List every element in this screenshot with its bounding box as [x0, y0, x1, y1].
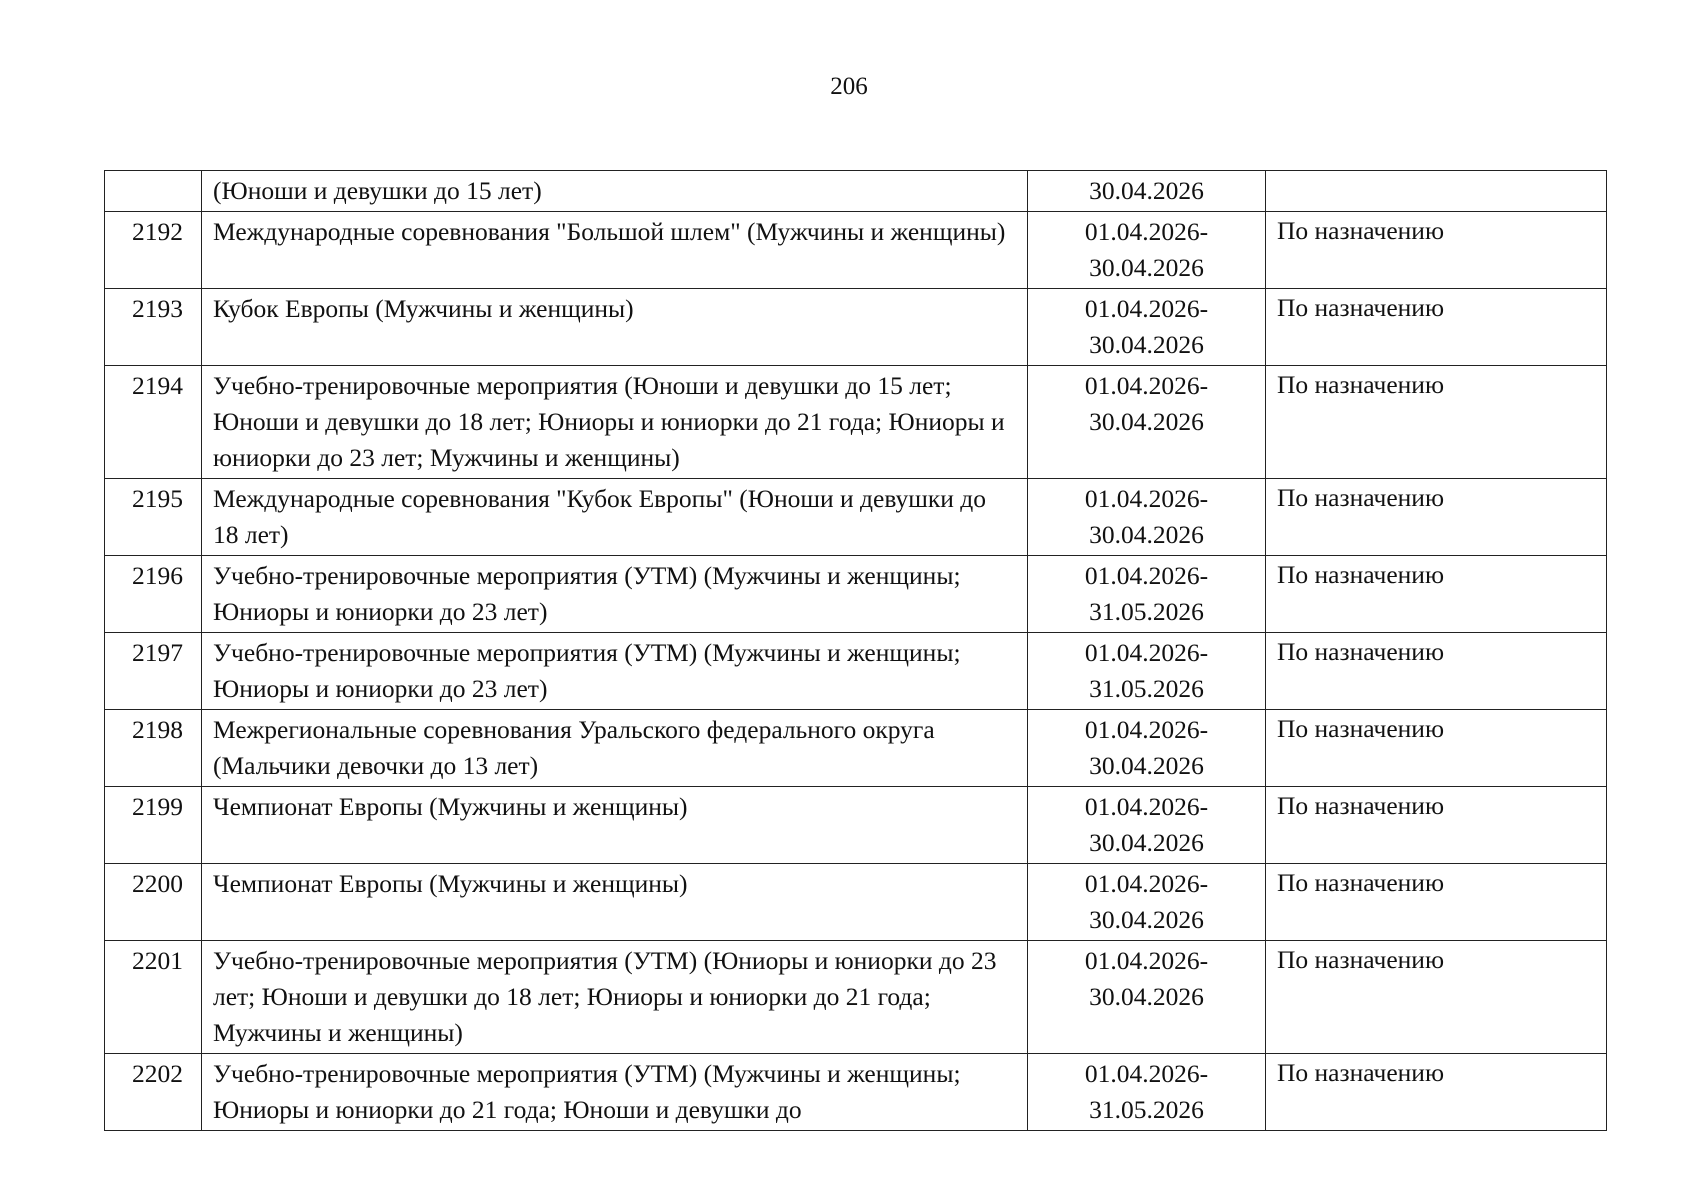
- event-number: 2198: [105, 710, 202, 787]
- event-number: 2201: [105, 941, 202, 1054]
- event-dates: [1028, 941, 1266, 1054]
- event-name: (Юноши и девушки до 15 лет): [202, 171, 1028, 212]
- event-number: 2199: [105, 787, 202, 864]
- table-row: [105, 171, 1607, 212]
- event-place: По назначению: [1266, 941, 1607, 1054]
- event-place: [1266, 171, 1607, 212]
- event-name: Чемпионат Европы (Мужчины и женщины): [202, 787, 1028, 864]
- date-to: 31.05.2026: [1089, 597, 1204, 626]
- event-dates: [1028, 787, 1266, 864]
- event-place: По назначению: [1266, 1054, 1607, 1131]
- event-dates: [1028, 171, 1266, 212]
- date-from: 01.04.2026-: [1084, 946, 1209, 975]
- date-to: 30.04.2026: [1089, 828, 1204, 857]
- events-table: [104, 170, 1607, 1131]
- event-place: По назначению: [1266, 479, 1607, 556]
- event-name: Учебно-тренировочные мероприятия (УТМ) (Мужчины и женщины; Юниоры и юниорки до 23 лет): [202, 633, 1028, 710]
- table-row: [105, 864, 1607, 941]
- date-from: 01.04.2026-: [1084, 484, 1209, 513]
- event-name: Учебно-тренировочные мероприятия (Юноши и девушки до 15 лет; Юноши и девушки до 18 лет; Юниоры и юниорки до 21 года; Юниоры и юниорки до 23 лет; Мужчины и женщины): [202, 366, 1028, 479]
- event-place: По назначению: [1266, 787, 1607, 864]
- event-number: [105, 171, 202, 212]
- date-to: 30.04.2026: [1089, 905, 1204, 934]
- event-number: 2202: [105, 1054, 202, 1131]
- date-to: 30.04.2026: [1089, 520, 1204, 549]
- event-dates: [1028, 633, 1266, 710]
- event-dates: [1028, 479, 1266, 556]
- event-place: По назначению: [1266, 289, 1607, 366]
- date-from: 01.04.2026-: [1084, 294, 1209, 323]
- event-dates: [1028, 710, 1266, 787]
- table-row: [105, 212, 1607, 289]
- table-row: [105, 289, 1607, 366]
- event-number: 2196: [105, 556, 202, 633]
- date-to: 31.05.2026: [1089, 674, 1204, 703]
- date-to: 30.04.2026: [1089, 751, 1204, 780]
- event-dates: [1028, 864, 1266, 941]
- event-name: Учебно-тренировочные мероприятия (УТМ) (Мужчины и женщины; Юниоры и юниорки до 21 года; Юноши и девушки до: [202, 1054, 1028, 1131]
- event-place: По назначению: [1266, 864, 1607, 941]
- date-from: 01.04.2026-: [1084, 561, 1209, 590]
- table-row: [105, 366, 1607, 479]
- event-dates: [1028, 289, 1266, 366]
- event-name: Учебно-тренировочные мероприятия (УТМ) (Юниоры и юниорки до 23 лет; Юноши и девушки до 18 лет; Юниоры и юниорки до 21 года; Мужчины и женщины): [202, 941, 1028, 1054]
- date-from: 01.04.2026-: [1084, 715, 1209, 744]
- date-from: 01.04.2026-: [1084, 792, 1209, 821]
- event-name: Кубок Европы (Мужчины и женщины): [202, 289, 1028, 366]
- date-to: 30.04.2026: [1089, 176, 1204, 205]
- date-from: 01.04.2026-: [1084, 1059, 1209, 1088]
- event-number: 2197: [105, 633, 202, 710]
- table-row: [105, 479, 1607, 556]
- event-name: Межрегиональные соревнования Уральского федерального округа (Мальчики девочки до 13 лет): [202, 710, 1028, 787]
- table-row: [105, 787, 1607, 864]
- event-dates: [1028, 1054, 1266, 1131]
- event-name: Чемпионат Европы (Мужчины и женщины): [202, 864, 1028, 941]
- event-place: По назначению: [1266, 710, 1607, 787]
- event-number: 2192: [105, 212, 202, 289]
- event-number: 2200: [105, 864, 202, 941]
- event-place: По назначению: [1266, 212, 1607, 289]
- event-place: По назначению: [1266, 556, 1607, 633]
- date-to: 31.05.2026: [1089, 1095, 1204, 1124]
- date-from: 01.04.2026-: [1084, 638, 1209, 667]
- event-number: 2194: [105, 366, 202, 479]
- event-number: 2195: [105, 479, 202, 556]
- table-row: [105, 633, 1607, 710]
- events-table-body: [105, 171, 1607, 1131]
- page-number: 206: [830, 73, 868, 100]
- table-row: [105, 1054, 1607, 1131]
- date-to: 30.04.2026: [1089, 330, 1204, 359]
- event-name: Учебно-тренировочные мероприятия (УТМ) (Мужчины и женщины; Юниоры и юниорки до 23 лет): [202, 556, 1028, 633]
- table-row: [105, 710, 1607, 787]
- event-name: Международные соревнования "Большой шлем" (Мужчины и женщины): [202, 212, 1028, 289]
- event-number: 2193: [105, 289, 202, 366]
- event-dates: [1028, 212, 1266, 289]
- date-from: 01.04.2026-: [1084, 371, 1209, 400]
- event-name: Международные соревнования "Кубок Европы" (Юноши и девушки до 18 лет): [202, 479, 1028, 556]
- table-row: [105, 941, 1607, 1054]
- table-row: [105, 556, 1607, 633]
- event-place: По назначению: [1266, 366, 1607, 479]
- date-to: 30.04.2026: [1089, 407, 1204, 436]
- date-to: 30.04.2026: [1089, 253, 1204, 282]
- date-from: 01.04.2026-: [1084, 869, 1209, 898]
- event-place: По назначению: [1266, 633, 1607, 710]
- event-dates: [1028, 556, 1266, 633]
- event-dates: [1028, 366, 1266, 479]
- date-to: 30.04.2026: [1089, 982, 1204, 1011]
- date-from: 01.04.2026-: [1084, 217, 1209, 246]
